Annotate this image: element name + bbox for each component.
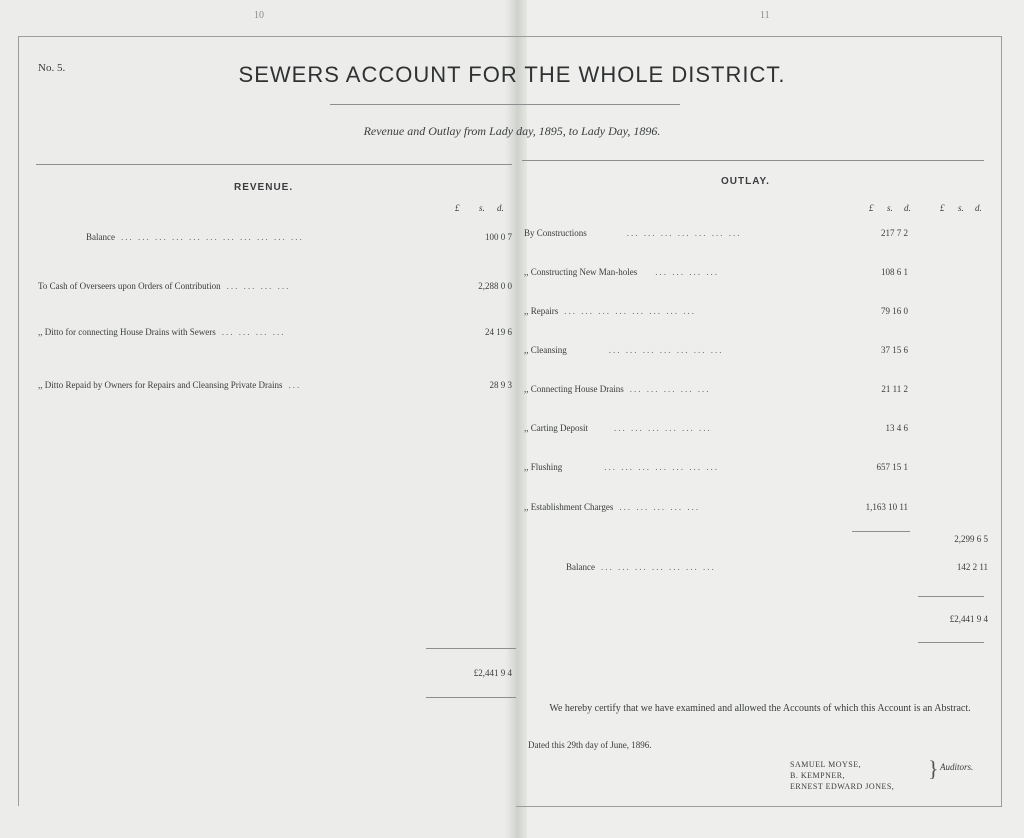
outlay-total: £2,441 9 4 (949, 614, 988, 624)
auditor-name: ERNEST EDWARD JONES, (790, 782, 895, 791)
outlay-col-shillings: s. (887, 203, 893, 213)
outlay-col-pounds: £ (869, 203, 874, 213)
outlay-subtotal-rule (852, 531, 910, 532)
outlay-row-amount: 108 6 1 (881, 267, 908, 277)
outlay-row-label: ,, Establishment Charges ... ... ... ... ... (524, 502, 701, 512)
page-frame (18, 36, 1002, 806)
outlay-row-amount: 1,163 10 11 (865, 502, 908, 512)
outlay-heading: OUTLAY. (721, 176, 770, 187)
outlay-total-rule-bottom (918, 642, 984, 643)
outlay-row-label: ,, Flushing ... ... ... ... ... ... ... (524, 462, 720, 472)
revenue-row-amount: 24 19 6 (485, 327, 512, 337)
outlay-total-rule-top (918, 596, 984, 597)
outlay-balance-label: Balance ... ... ... ... ... ... ... (566, 562, 716, 572)
revenue-row-label: Balance ... ... ... ... ... ... ... ... ... ... ... (86, 232, 304, 242)
revenue-row-amount: 28 9 3 (489, 380, 512, 390)
revenue-col-pence: d. (497, 203, 504, 213)
title-rule (330, 104, 680, 105)
revenue-heading: REVENUE. (234, 182, 294, 193)
outlay-col-shillings-2: s. (958, 203, 964, 213)
revenue-col-pounds: £ (455, 203, 460, 213)
outlay-col-pence: d. (904, 203, 911, 213)
outlay-col-pence-2: d. (975, 203, 982, 213)
certificate-date: Dated this 29th day of June, 1896. (528, 740, 652, 750)
revenue-total-rule-bottom (426, 697, 516, 698)
revenue-row-amount: 2,288 0 0 (478, 281, 512, 291)
revenue-total-rule-top (426, 648, 516, 649)
subtitle-rule-left (36, 164, 512, 165)
outlay-row-amount: 79 16 0 (881, 306, 908, 316)
outlay-row-label: ,, Carting Deposit ... ... ... ... ... ... (524, 423, 712, 433)
outlay-row-amount: 217 7 2 (881, 228, 908, 238)
revenue-total: £2,441 9 4 (473, 668, 512, 678)
audit-certificate: We hereby certify that we have examined and allowed the Accounts of which this Account is an Abstract. (549, 703, 971, 714)
page-number-left: 10 (254, 10, 264, 21)
auditors-label: Auditors. (940, 762, 974, 772)
auditor-name: B. KEMPNER, (790, 771, 846, 780)
revenue-row-label: ,, Ditto for connecting House Drains with Sewers ... ... ... ... (38, 327, 286, 337)
outlay-row-amount: 13 4 6 (885, 423, 908, 433)
page-number-right: 11 (760, 10, 770, 21)
outlay-subtotal: 2,299 6 5 (954, 534, 988, 544)
outlay-col-pounds-2: £ (940, 203, 945, 213)
subtitle-rule-right (522, 160, 984, 161)
outlay-row-label: By Constructions ... ... ... ... ... ... ... (524, 228, 742, 238)
outlay-row-amount: 37 15 6 (881, 345, 908, 355)
revenue-col-shillings: s. (479, 203, 485, 213)
outlay-row-amount: 21 11 2 (881, 384, 908, 394)
revenue-row-label: ,, Ditto Repaid by Owners for Repairs and Cleansing Private Drains ... (38, 380, 302, 390)
outlay-row-amount: 657 15 1 (876, 462, 908, 472)
auditor-name: SAMUEL MOYSE, (790, 760, 862, 769)
revenue-row-label: To Cash of Overseers upon Orders of Contribution ... ... ... ... (38, 281, 291, 291)
outlay-row-label: ,, Cleansing ... ... ... ... ... ... ... (524, 345, 724, 355)
outlay-row-label: ,, Connecting House Drains ... ... ... ... ... (524, 384, 711, 394)
outlay-row-label: ,, Constructing New Man-holes ... ... ... ... (524, 267, 719, 277)
outlay-row-label: ,, Repairs ... ... ... ... ... ... ... ... (524, 306, 696, 316)
page-title: SEWERS ACCOUNT FOR THE WHOLE DISTRICT. (238, 62, 786, 87)
account-number: No. 5. (38, 62, 66, 74)
auditors-brace: } (928, 756, 939, 781)
outlay-balance: 142 2 11 (956, 562, 988, 572)
revenue-row-amount: 100 0 7 (485, 232, 512, 242)
page-subtitle: Revenue and Outlay from Lady day, 1895, to Lady Day, 1896. (363, 124, 661, 138)
frame-bottom-rule (516, 806, 1002, 807)
